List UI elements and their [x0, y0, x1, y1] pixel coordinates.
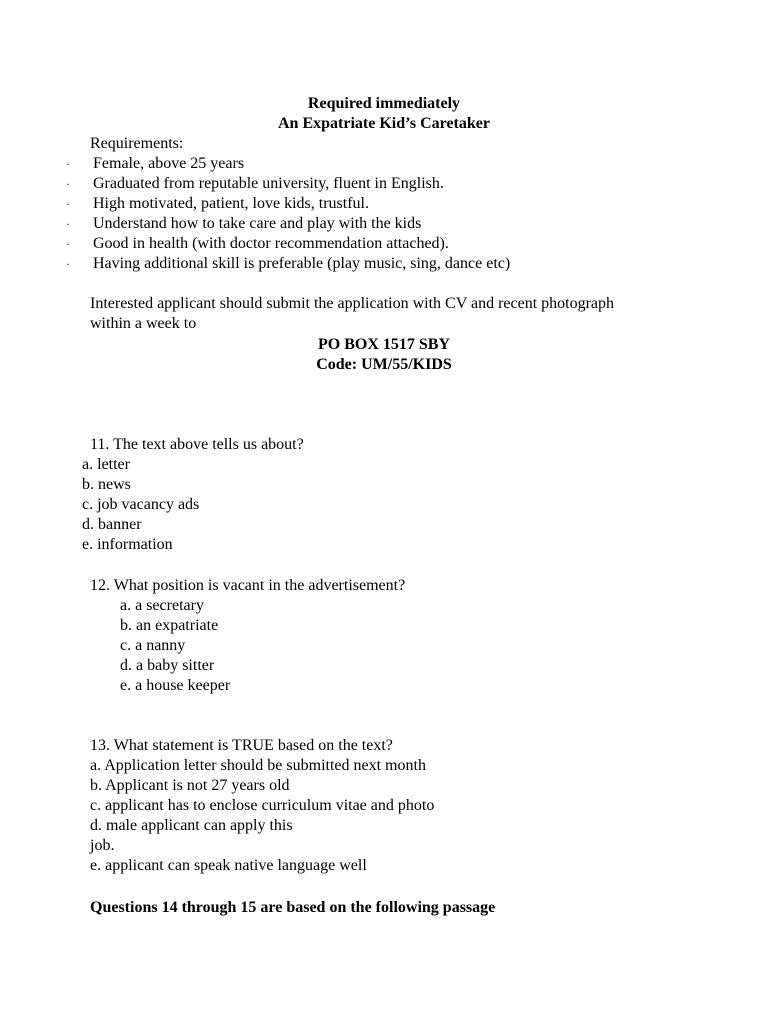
answer-option: b. news — [82, 476, 131, 493]
bullet-icon: · — [66, 237, 70, 251]
question-text: 12. What position is vacant in the advertisement? — [90, 577, 406, 594]
requirement-text: High motivated, patient, love kids, trustful. — [93, 195, 369, 212]
answer-option: e. information — [82, 536, 173, 553]
answer-option: d. banner — [82, 516, 142, 533]
question-text: 13. What statement is TRUE based on the text? — [90, 737, 393, 754]
ad-code: Code: UM/55/KIDS — [316, 356, 452, 373]
answer-option: d. a baby sitter — [120, 657, 215, 674]
answer-option: c. a nanny — [120, 637, 186, 654]
answer-option: a. letter — [82, 456, 130, 473]
answer-option-continuation: job. — [90, 837, 115, 854]
answer-option: c. job vacancy ads — [82, 496, 200, 513]
bullet-icon: · — [66, 177, 70, 191]
ad-title-line2: An Expatriate Kid’s Caretaker — [278, 115, 490, 132]
requirement-text: Good in health (with doctor recommendation attached). — [93, 235, 449, 252]
requirement-text: Female, above 25 years — [93, 155, 245, 172]
bullet-icon: · — [66, 197, 70, 211]
answer-option: a. Application letter should be submitted next month — [90, 757, 426, 774]
answer-option: e. a house keeper — [120, 677, 231, 694]
bullet-icon: · — [66, 217, 70, 231]
ad-title-line1: Required immediately — [307, 95, 461, 112]
answer-option: c. applicant has to enclose curriculum vitae and photo — [90, 797, 435, 814]
answer-option: e. applicant can speak native language well — [90, 857, 367, 874]
answer-option: d. male applicant can apply this — [90, 817, 293, 834]
requirement-text: Graduated from reputable university, fluent in English. — [93, 175, 444, 192]
passage-note: Questions 14 through 15 are based on the following passage — [90, 899, 496, 916]
answer-option: b. an expatriate — [120, 617, 219, 634]
po-box: PO BOX 1517 SBY — [317, 336, 450, 353]
application-instructions-line1: Interested applicant should submit the application with CV and recent photograph — [90, 295, 615, 312]
bullet-icon: · — [66, 257, 70, 271]
answer-option: a. a secretary — [120, 597, 204, 614]
application-instructions-line2: within a week to — [90, 315, 197, 332]
answer-option: b. Applicant is not 27 years old — [90, 777, 290, 794]
question-text: 11. The text above tells us about? — [90, 436, 304, 453]
requirements-heading: Requirements: — [90, 135, 184, 152]
bullet-icon: · — [66, 157, 70, 171]
requirement-text: Understand how to take care and play with the kids — [93, 215, 422, 232]
requirement-text: Having additional skill is preferable (play music, sing, dance etc) — [93, 255, 511, 272]
